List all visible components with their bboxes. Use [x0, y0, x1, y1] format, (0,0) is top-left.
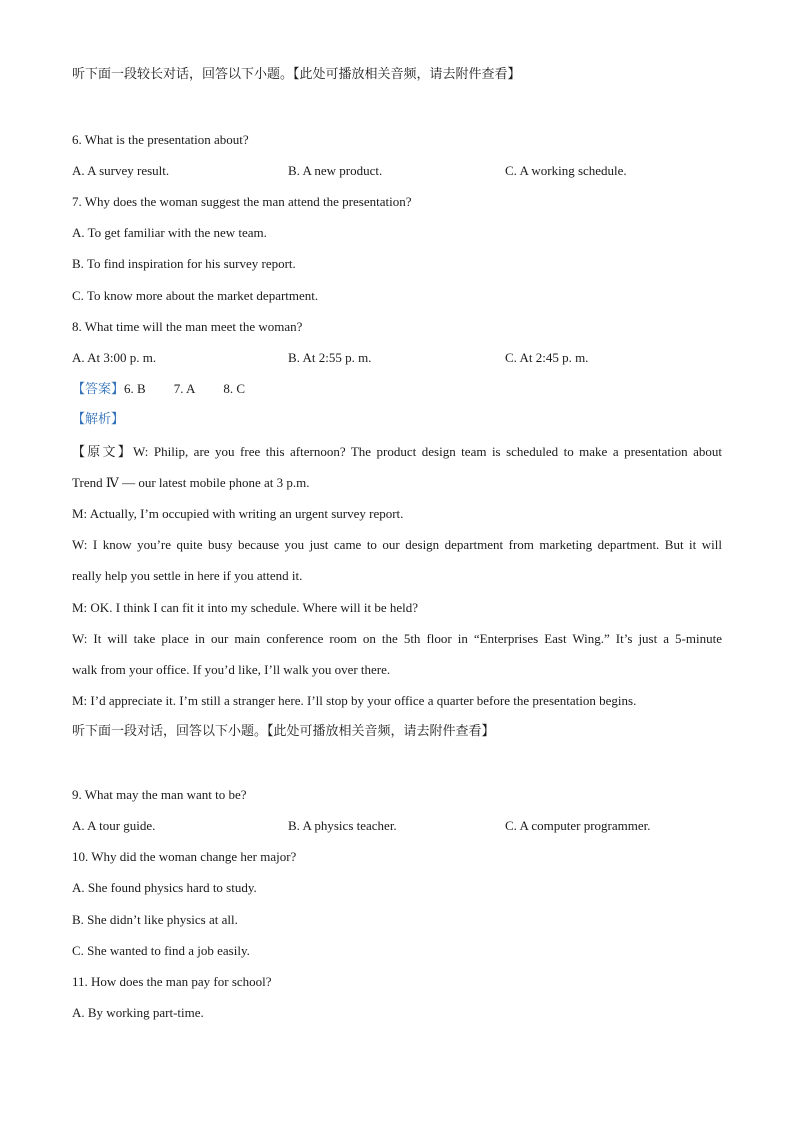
option-6b: B. A new product.	[288, 163, 383, 178]
question-7: 7. Why does the woman suggest the man attend the presentation?	[72, 194, 412, 209]
transcript-line-2: Trend Ⅳ — our latest mobile phone at 3 p.m.	[72, 475, 310, 490]
question-10: 10. Why did the woman change her major?	[72, 849, 297, 864]
answer-label: 【答案】	[72, 382, 125, 397]
option-8b: B. At 2:55 p. m.	[288, 350, 372, 365]
option-11a: A. By working part-time.	[72, 1005, 204, 1020]
transcript-line-8: walk from your office. If you’d like, I’ll walk you over there.	[72, 662, 391, 677]
option-8c: C. At 2:45 p. m.	[505, 350, 589, 365]
option-8a: A. At 3:00 p. m.	[72, 350, 157, 365]
transcript-line-9: M: I’d appreciate it. I’m still a stranger here. I’ll stop by your office a quarter before the presentation begins.	[72, 693, 637, 708]
question-8: 8. What time will the man meet the woman?	[72, 319, 303, 334]
transcript-line-1	[72, 443, 722, 462]
option-7a: A. To get familiar with the new team.	[72, 225, 267, 240]
transcript-line-7: W: It will take place in our main conference room on the 5th floor in “Enterprises East Wing.” It’s just a 5-minute	[72, 631, 722, 646]
section-instruction-2: 听下面一段对话，回答以下小题。【此处可播放相关音频，请去附件查看】	[72, 724, 495, 739]
transcript-text-1: W: Philip, are you free this afternoon? The product design team is scheduled to make a presentation about	[132, 444, 722, 459]
question-9: 9. What may the man want to be?	[72, 787, 247, 802]
option-10a: A. She found physics hard to study.	[72, 880, 257, 895]
question-11: 11. How does the man pay for school?	[72, 974, 272, 989]
option-9a: A. A tour guide.	[72, 818, 156, 833]
option-9b: B. A physics teacher.	[288, 818, 397, 833]
answer-8: 8. C	[223, 381, 246, 396]
option-6a: A. A survey result.	[72, 163, 170, 178]
transcript-line-5: really help you settle in here if you attend it.	[72, 568, 303, 583]
transcript-line-4: W: I know you’re quite busy because you just came to our design department from marketing department. But it will	[72, 537, 722, 552]
transcript-line-6: M: OK. I think I can fit it into my schedule. Where will it be held?	[72, 600, 418, 615]
option-10c: C. She wanted to find a job easily.	[72, 943, 250, 958]
transcript-line-3: M: Actually, I’m occupied with writing an urgent survey report.	[72, 506, 404, 521]
option-7b: B. To find inspiration for his survey report.	[72, 256, 296, 271]
option-9c: C. A computer programmer.	[505, 818, 651, 833]
option-10b: B. She didn’t like physics at all.	[72, 912, 238, 927]
section-instruction: 听下面一段较长对话，回答以下小题。【此处可播放相关音频，请去附件查看】	[72, 67, 521, 82]
transcript-label: 【原文】	[72, 445, 133, 460]
answer-line	[72, 380, 245, 399]
option-7c: C. To know more about the market department.	[72, 288, 319, 303]
option-6c: C. A working schedule.	[505, 163, 627, 178]
answer-6: 6. B	[124, 381, 146, 396]
analysis-label: 【解析】	[72, 412, 125, 427]
answer-7: 7. A	[173, 381, 196, 396]
question-6: 6. What is the presentation about?	[72, 132, 249, 147]
